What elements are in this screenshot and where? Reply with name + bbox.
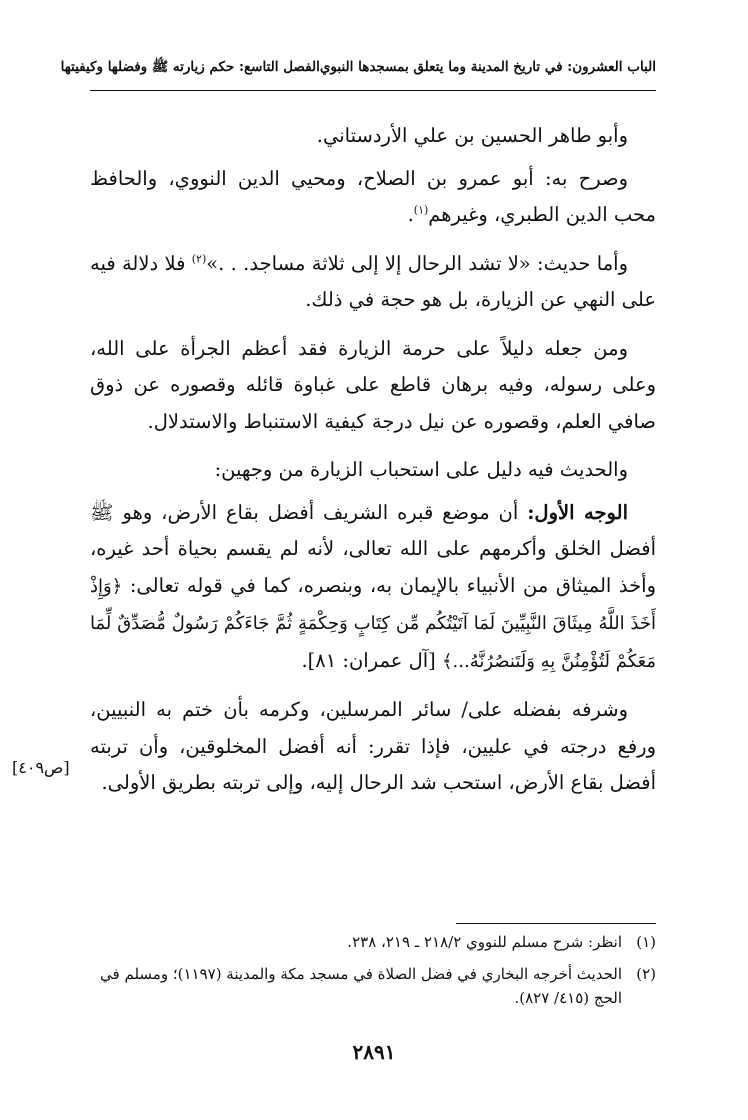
paragraph-1: وأبو طاهر الحسين بن علي الأردستاني. xyxy=(316,124,628,147)
header-chapter-title: الباب العشرون: في تاريخ المدينة وما يتعلق بمسجدها النبوي xyxy=(319,59,656,75)
footnote-number: (٢) xyxy=(636,965,656,983)
paragraph-6-text: أن موضع قبره الشريف أفضل بقاع الأرض، وهو ﷺ أفضل الخلق وأكرمهم على الله تعالى، لأنه لم يقسم بحياة أحد غيره، وأخذ الميثاق من الأنبياء بالإيمان به، وبنصره، كما في قوله تعالى: xyxy=(90,500,656,597)
header-section-title: الفصل التاسع: حكم زيارته ﷺ وفضلها وكيفيتها xyxy=(60,59,320,75)
main-text xyxy=(90,118,656,814)
section-label: الوجه الأول: xyxy=(527,500,628,524)
footnote-1 xyxy=(90,930,656,954)
paragraph-2-end: . xyxy=(407,203,414,226)
footnote-ref-2[interactable]: (٢) xyxy=(191,252,207,265)
footnote-number: (١) xyxy=(636,933,656,951)
hadith-quote: وأما حديث: «لا تشد الرحال إلا إلى ثلاثة مساجد. . .» xyxy=(206,251,628,275)
footnote-text: الحديث أخرجه البخاري في فضل الصلاة في مسجد مكة والمدينة (١١٩٧)؛ ومسلم في الحج (٤١٥/ ٨٢٧). xyxy=(100,965,622,1007)
paragraph-2 xyxy=(90,161,656,234)
running-header xyxy=(60,58,656,78)
paragraph-7: وشرفه بفضله على/ سائر المرسلين، وكرمه بأن ختم به النبيين، ورفع درجته في عليين، فإذا تقرر: أنه أفضل المخلوقين، وأن تربته أفضل بقاع الأرض، استحب شد الرحال إليه، وإلى تربته بطريق الأولى. xyxy=(90,698,656,794)
footnote-2 xyxy=(90,962,656,1010)
footnotes xyxy=(90,930,656,1018)
paragraph-6 xyxy=(90,495,656,681)
paragraph-3-end: فلا دلالة فيه على النهي عن الزيارة، بل هو حجة في ذلك. xyxy=(90,251,656,311)
verse-citation: [آل عمران: ٨١]. xyxy=(301,648,442,672)
footnote-divider xyxy=(456,923,656,924)
page-reference-marker: [ص٤٠٩] xyxy=(12,758,70,777)
header-divider xyxy=(90,90,656,91)
page-number: ٢٨٩١ xyxy=(352,1040,396,1064)
paragraph-2-text: وصرح به: أبو عمرو بن الصلاح، ومحيي الدين النووي، والحافظ محب الدين الطبري، وغيرهم xyxy=(90,166,656,226)
paragraph-5: والحديث فيه دليل على استحباب الزيارة من وجهين: xyxy=(214,458,628,481)
footnote-text: انظر: شرح مسلم للنووي ٢١٨/٢ ـ ٢١٩، ٢٣٨. xyxy=(347,933,622,951)
paragraph-4: ومن جعله دليلاً على حرمة الزيارة فقد أعظم الجرأة على الله، وعلى رسوله، وفيه برهان قاطع على غباوة قائله وقصوره عن ذوق صافي العلم، وقصوره عن نيل درجة كيفية الاستنباط والاستدلال. xyxy=(90,336,656,433)
paragraph-3 xyxy=(90,246,656,319)
footnote-ref-1[interactable]: (١) xyxy=(413,203,429,217)
quran-verse: ﴿وَإِذْ أَخَذَ اللَّهُ مِيثَاقَ النَّبِيِّينَ لَمَا آتَيْتُكُم مِّن كِتَابٍ وَحِكْمَةٍ ثُمَّ جَاءَكُمْ رَسُولٌ مُّصَدِّقٌ لِّمَا مَعَكُمْ لَتُؤْمِنُنَّ بِهِ وَلَتَنصُرُنَّهُ...﴾ xyxy=(90,575,656,672)
